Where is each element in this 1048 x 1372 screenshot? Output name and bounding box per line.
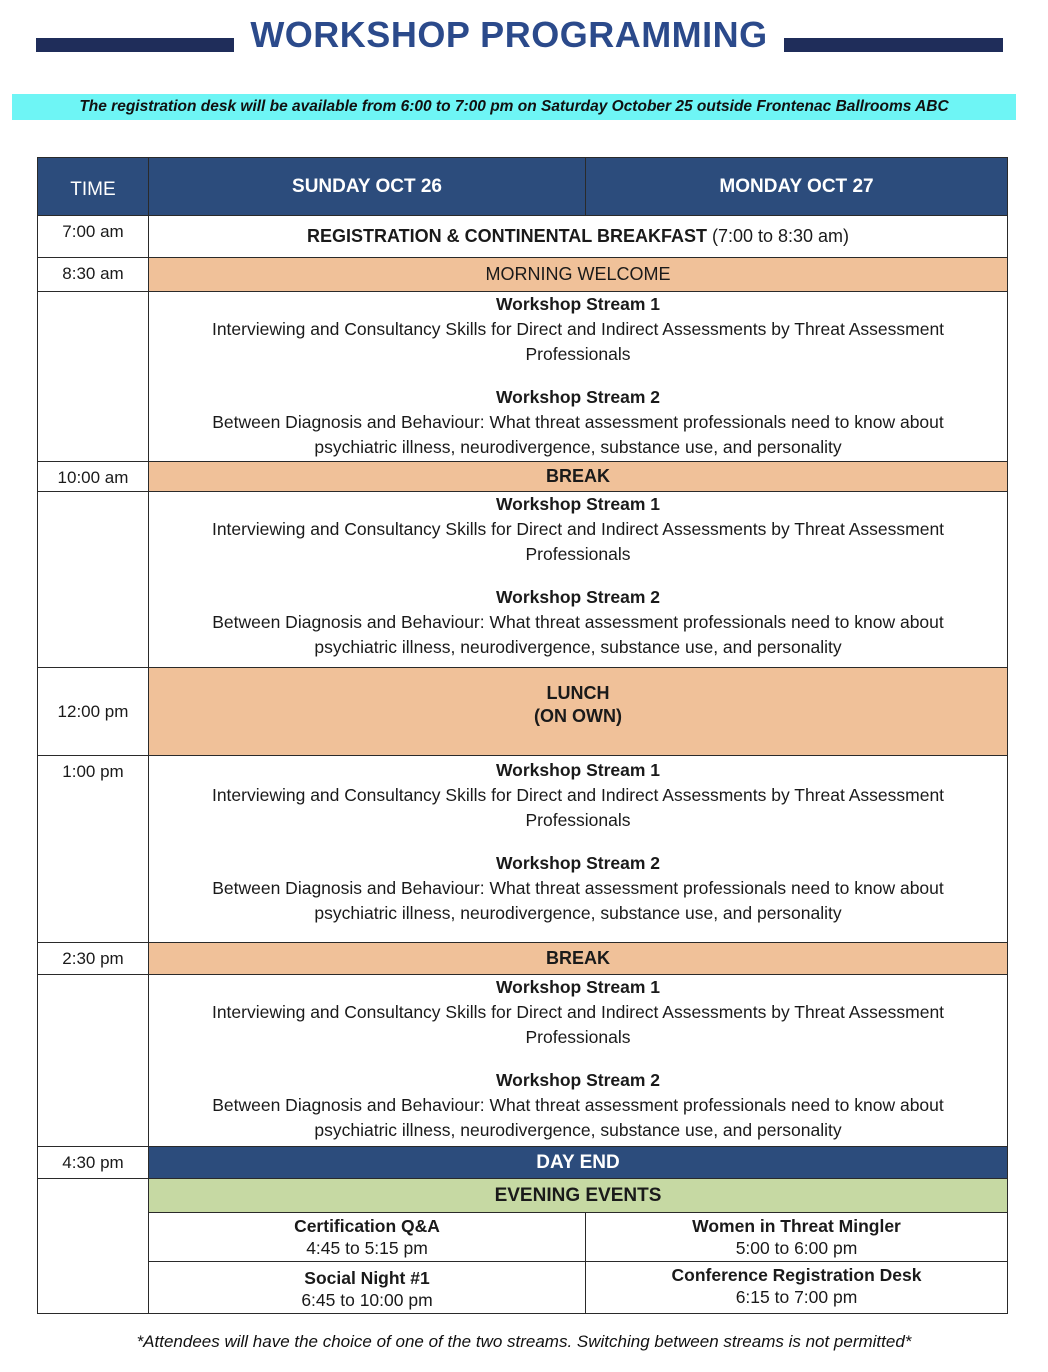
stream1-name: Workshop Stream 1 <box>495 760 661 780</box>
header-time: TIME <box>38 158 149 216</box>
stream1-desc: Interviewing and Consultancy Skills for Direct and Indirect Assessments by Threat Assessment Professionals <box>211 519 945 564</box>
time-830: 8:30 am <box>38 258 149 292</box>
time-230: 2:30 pm <box>38 943 149 975</box>
stream-block-1 <box>149 292 1008 462</box>
page-title-block <box>0 14 1048 70</box>
event-social-night-time: 6:45 to 10:00 pm <box>301 1290 433 1310</box>
schedule-table <box>37 157 1008 1314</box>
stream-block-4 <box>149 975 1008 1147</box>
stream2-desc: Between Diagnosis and Behaviour: What threat assessment professionals need to know about psychiatric illness, neurodivergence, substance use, and personality <box>212 412 944 457</box>
day-end: DAY END <box>149 1147 1008 1179</box>
event-certification-time: 4:45 to 5:15 pm <box>306 1238 428 1258</box>
title-rule-left <box>36 38 234 52</box>
break-1: BREAK <box>149 462 1008 492</box>
event-certification <box>149 1213 586 1262</box>
morning-welcome: MORNING WELCOME <box>149 258 1008 292</box>
lunch-line2: (ON OWN) <box>534 706 622 726</box>
time-empty-1 <box>38 292 149 462</box>
header-day2: MONDAY OCT 27 <box>586 158 1008 216</box>
event-registration-desk <box>586 1262 1008 1314</box>
time-1200: 12:00 pm <box>38 668 149 756</box>
title-rule-right <box>784 38 1003 52</box>
stream2-name: Workshop Stream 2 <box>495 587 661 607</box>
registration-time: (7:00 to 8:30 am) <box>706 226 850 246</box>
time-1000: 10:00 am <box>38 462 149 492</box>
event-women-mingler-time: 5:00 to 6:00 pm <box>735 1238 858 1258</box>
registration-label: REGISTRATION & CONTINENTAL BREAKFAST <box>306 226 707 246</box>
registration-note: The registration desk will be available from 6:00 to 7:00 pm on Saturday October 25 outside Frontenac Ballrooms ABC <box>12 94 1016 120</box>
stream-block-2 <box>149 492 1008 668</box>
stream2-name: Workshop Stream 2 <box>495 853 661 873</box>
time-empty-4 <box>38 1179 149 1314</box>
event-certification-name: Certification Q&A <box>294 1216 440 1236</box>
stream1-name: Workshop Stream 1 <box>495 494 661 514</box>
evening-events-title: EVENING EVENTS <box>149 1179 1008 1213</box>
stream2-desc: Between Diagnosis and Behaviour: What threat assessment professionals need to know about psychiatric illness, neurodivergence, substance use, and personality <box>212 1095 944 1140</box>
time-empty-2 <box>38 492 149 668</box>
stream-block-3 <box>149 756 1008 943</box>
stream2-name: Workshop Stream 2 <box>495 1070 661 1090</box>
stream1-desc: Interviewing and Consultancy Skills for Direct and Indirect Assessments by Threat Assessment Professionals <box>211 785 945 830</box>
stream1-name: Workshop Stream 1 <box>495 294 661 314</box>
time-700: 7:00 am <box>38 216 149 258</box>
stream2-name: Workshop Stream 2 <box>495 387 661 407</box>
event-registration-desk-name: Conference Registration Desk <box>671 1265 922 1285</box>
event-women-mingler-name: Women in Threat Mingler <box>692 1216 901 1236</box>
page-title: WORKSHOP PROGRAMMING <box>250 14 768 55</box>
time-430: 4:30 pm <box>38 1147 149 1179</box>
time-empty-3 <box>38 975 149 1147</box>
stream1-name: Workshop Stream 1 <box>495 977 661 997</box>
event-social-night-name: Social Night #1 <box>304 1268 430 1288</box>
lunch-line1: LUNCH <box>546 683 610 703</box>
lunch <box>149 668 1008 756</box>
time-100: 1:00 pm <box>38 756 149 943</box>
header-day1: SUNDAY OCT 26 <box>149 158 586 216</box>
event-social-night <box>149 1262 586 1314</box>
break-2: BREAK <box>149 943 1008 975</box>
event-women-mingler <box>586 1213 1008 1262</box>
registration-row <box>149 216 1008 258</box>
stream1-desc: Interviewing and Consultancy Skills for Direct and Indirect Assessments by Threat Assessment Professionals <box>211 319 945 364</box>
stream1-desc: Interviewing and Consultancy Skills for Direct and Indirect Assessments by Threat Assessment Professionals <box>211 1002 945 1047</box>
stream2-desc: Between Diagnosis and Behaviour: What threat assessment professionals need to know about psychiatric illness, neurodivergence, substance use, and personality <box>212 878 944 923</box>
event-registration-desk-time: 6:15 to 7:00 pm <box>735 1287 858 1307</box>
footnote: *Attendees will have the choice of one of the two streams. Switching between streams is not permitted* <box>136 1332 912 1351</box>
stream2-desc: Between Diagnosis and Behaviour: What threat assessment professionals need to know about psychiatric illness, neurodivergence, substance use, and personality <box>212 612 944 657</box>
